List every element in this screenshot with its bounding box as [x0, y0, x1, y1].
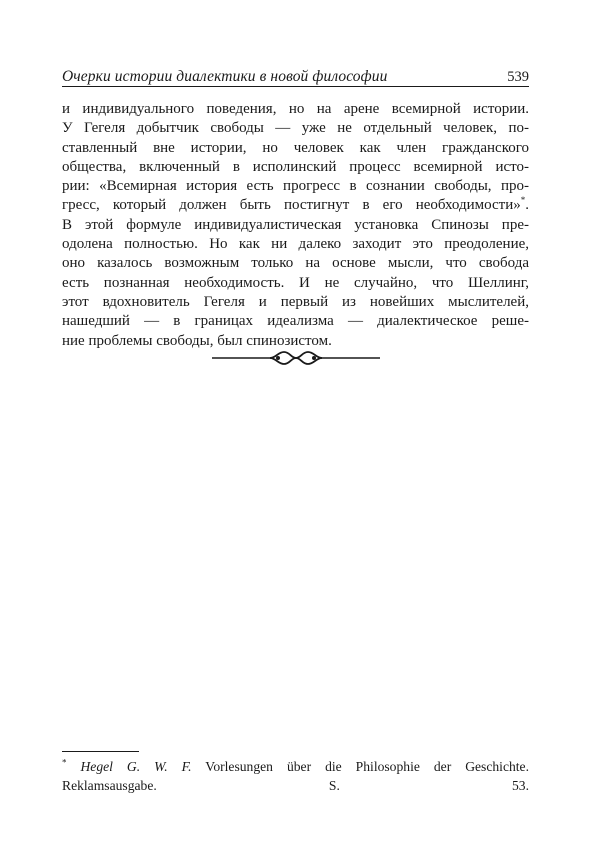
text-line: оно казалось возможным только на основе мысли, что свобода — [62, 255, 529, 272]
section-ornament-icon — [212, 349, 380, 367]
text-line: ставленный вне истории, но человек как член гражданского — [62, 139, 529, 156]
running-title: Очерки истории диалектики в новой философии — [62, 68, 388, 85]
text-line: общества, включенный в исполинский процесс всемирной исто- — [62, 158, 529, 175]
text-line-with-note: гресс, который должен быть постигнут в его необходимости»*. — [62, 195, 529, 214]
header-rule — [62, 86, 529, 87]
text-line: нашедший — в границах идеализма — диалектическое реше- — [62, 313, 529, 330]
main-text — [62, 100, 529, 351]
footnote-line — [62, 757, 529, 776]
quote-end: гресс, который должен быть постигнут в его необходимости» — [62, 197, 521, 214]
footnote-author: Hegel G. W. F. — [80, 759, 192, 774]
text-line: есть познанная необходимость. И не случайно, что Шеллинг, — [62, 274, 529, 291]
footnote-marker: * — [520, 195, 526, 206]
footnote-rule — [62, 751, 139, 752]
text-line: рии: «Всемирная история есть прогресс в сознании свободы, про- — [62, 178, 529, 195]
text-line: и индивидуального поведения, но на арене всемирной истории. — [62, 101, 529, 117]
text-line: этот вдохновитель Гегеля и первый из новейших мыслителей, — [62, 293, 529, 310]
text-line: У Гегеля добытчик свободы — уже не отдельный человек, по- — [62, 120, 529, 137]
running-head — [62, 64, 529, 86]
footnote-marker: * — [62, 757, 67, 768]
page-number: 539 — [507, 69, 529, 85]
footnote-line: Reklamsausgabe. S. 53. — [62, 778, 529, 793]
text-line: ние проблемы свободы, был спинозистом. — [62, 332, 332, 349]
text-line: В этой формуле индивидуалистическая установка Спинозы пре- — [62, 216, 529, 233]
footnote — [62, 757, 529, 795]
text-line: одолена полностью. Но как ни далеко заходит это преодоление, — [62, 236, 529, 253]
footnote-title: Vorlesungen über die Philosophie der Geschichte. — [191, 759, 529, 774]
